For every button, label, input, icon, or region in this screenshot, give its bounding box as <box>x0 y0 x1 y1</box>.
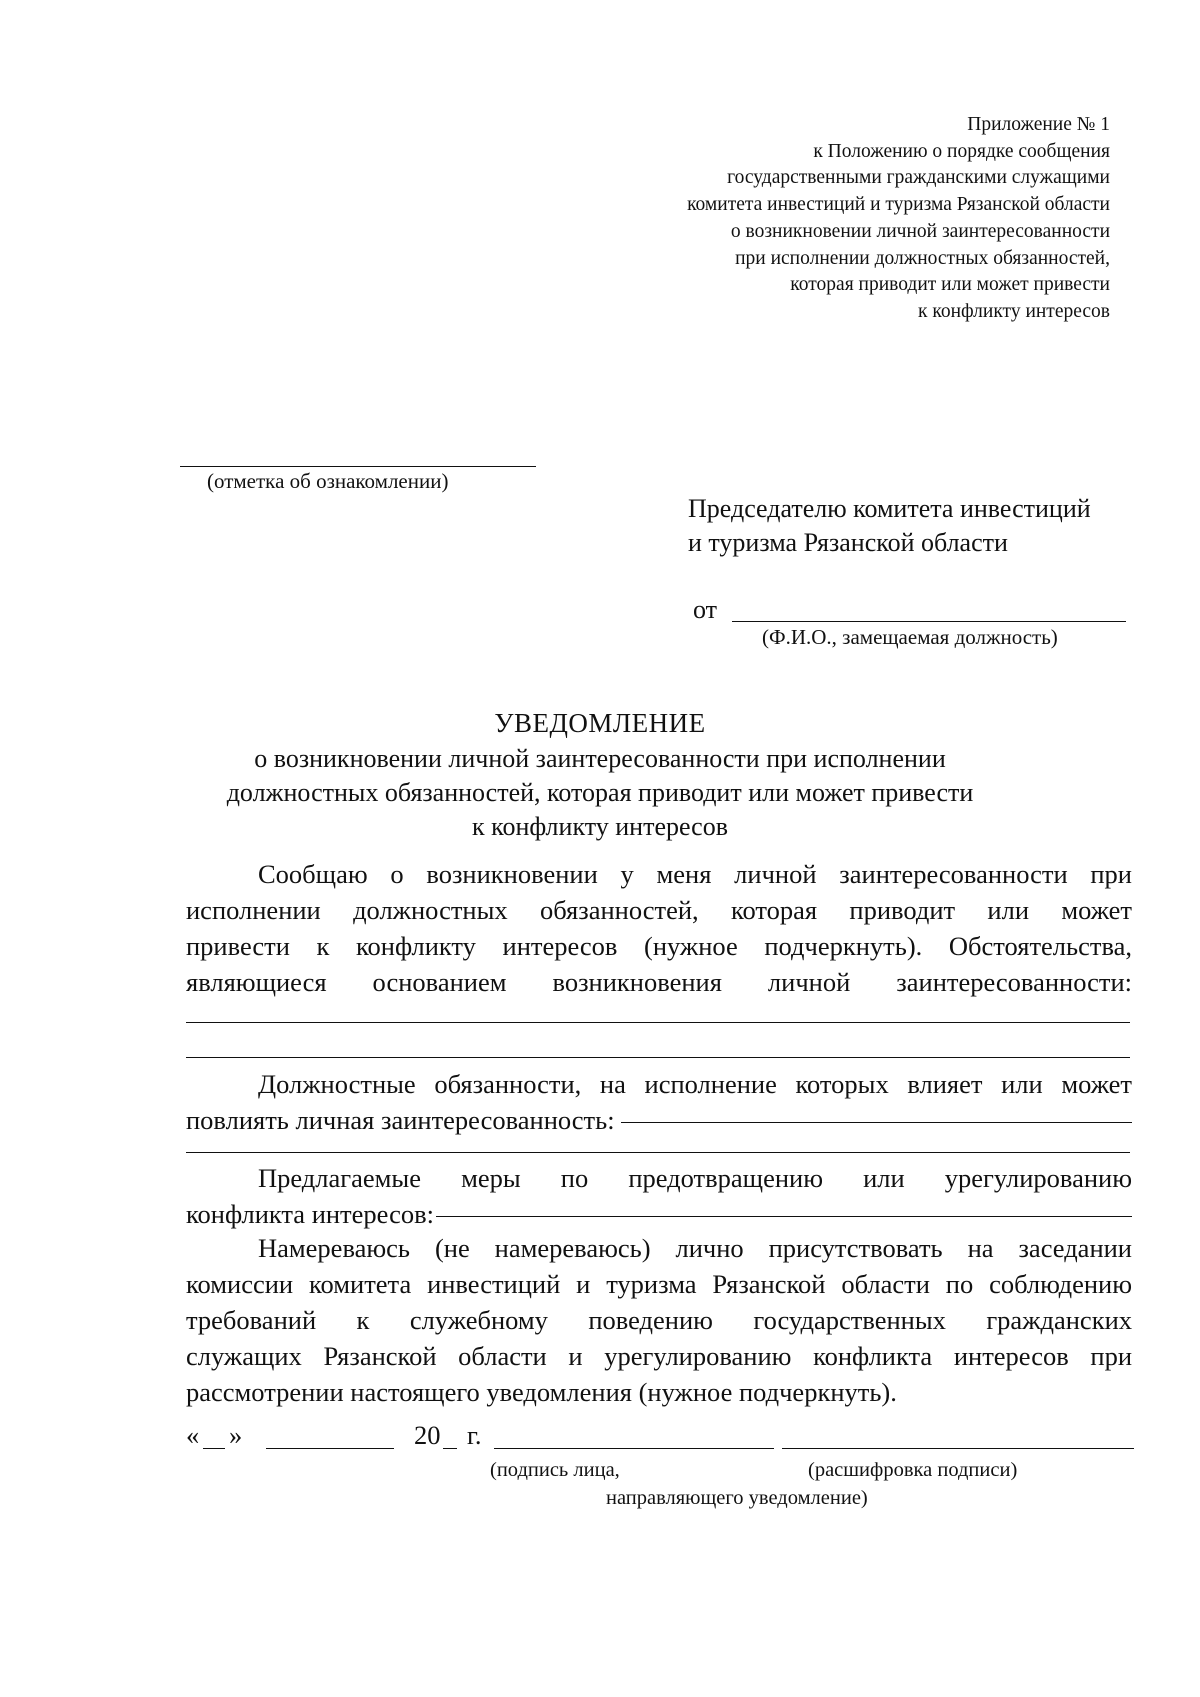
paragraph-line: являющиеся основанием возникновения личной заинтересованности: <box>186 967 1132 997</box>
paragraph-line: требований к служебному поведению государственных гражданских <box>186 1305 1132 1335</box>
subtitle-line: к конфликту интересов <box>472 812 728 841</box>
acknowledgment-caption: (отметка об ознакомлении) <box>207 469 449 493</box>
paragraph-line: исполнении должностных обязанностей, которая приводит или может <box>186 895 1132 925</box>
appendix-line: которая приводит или может привести <box>790 274 1110 296</box>
paragraph-line: конфликта интересов: <box>186 1199 434 1229</box>
addressee-line: Председателю комитета инвестиций <box>688 494 1091 523</box>
year-blank-line[interactable] <box>443 1448 457 1449</box>
subtitle-line: о возникновении личной заинтересованности при исполнении <box>254 744 946 773</box>
paragraph-line: Намереваюсь (не намереваюсь) лично присутствовать на заседании <box>258 1233 1132 1263</box>
measures-blank-line[interactable] <box>436 1216 1132 1217</box>
year-suffix: г. <box>467 1420 482 1450</box>
subtitle-line: должностных обязанностей, которая приводит или может привести <box>226 778 974 807</box>
appendix-line: к Положению о порядке сообщения <box>813 140 1110 162</box>
appendix-line: при исполнении должностных обязанностей, <box>735 247 1110 269</box>
paragraph-line: комиссии комитета инвестиций и туризма Рязанской области по соблюдению <box>186 1269 1132 1299</box>
signature-blank-line[interactable] <box>494 1448 774 1449</box>
appendix-line: государственными гражданскими служащими <box>727 167 1110 189</box>
paragraph-line: Предлагаемые меры по предотвращению или урегулированию <box>258 1163 1132 1193</box>
notice-subtitle <box>0 742 1200 844</box>
date-close-quote: » <box>229 1420 243 1450</box>
appendix-line: о возникновении личной заинтересованности <box>730 220 1110 242</box>
circumstances-blank-line-1[interactable] <box>186 1022 1130 1023</box>
circumstances-blank-line-2[interactable] <box>186 1057 1130 1058</box>
from-label: от <box>693 595 718 624</box>
paragraph-line: Должностные обязанности, на исполнение которых влияет или может <box>258 1069 1132 1099</box>
signature-decoding-blank-line[interactable] <box>782 1448 1134 1449</box>
sender-name-caption: (Ф.И.О., замещаемая должность) <box>762 625 1058 649</box>
duties-paragraph <box>186 1066 1132 1138</box>
paragraph-line: привести к конфликту интересов (нужное подчеркнуть). Обстоятельства, <box>186 931 1132 961</box>
appendix-line: комитета инвестиций и туризма Рязанской области <box>687 194 1110 216</box>
month-blank-line[interactable] <box>266 1448 394 1449</box>
signature-decoding-caption: (расшифровка подписи) <box>808 1459 1018 1481</box>
acknowledgment-blank-line[interactable] <box>180 466 536 467</box>
duties-blank-line[interactable] <box>621 1122 1132 1123</box>
date-open-quote: « <box>186 1420 200 1450</box>
appendix-line: Приложение № 1 <box>967 114 1110 135</box>
day-blank-line[interactable] <box>203 1448 225 1449</box>
signature-caption: (подпись лица, <box>490 1459 620 1481</box>
appendix-line: к конфликту интересов <box>918 300 1110 322</box>
paragraph-line: рассмотрении настоящего уведомления (нужное подчеркнуть). <box>186 1377 897 1407</box>
duties-blank-line-2[interactable] <box>186 1152 1130 1153</box>
appendix-header <box>550 112 1110 326</box>
paragraph-line: служащих Рязанской области и урегулированию конфликта интересов при <box>186 1341 1132 1371</box>
duties-field-row <box>186 1102 1132 1138</box>
circumstances-paragraph <box>186 856 1132 1000</box>
paragraph-line: Сообщаю о возникновении у меня личной заинтересованности при <box>258 859 1132 889</box>
paragraph-line: повлиять личная заинтересованность: <box>186 1105 615 1135</box>
attendance-paragraph <box>186 1230 1132 1410</box>
notice-title: УВЕДОМЛЕНИЕ <box>494 708 706 738</box>
sender-name-blank-line[interactable] <box>732 621 1126 622</box>
measures-field-row <box>186 1196 1132 1232</box>
sender-caption: направляющего уведомление) <box>606 1487 868 1509</box>
addressee-line: и туризма Рязанской области <box>688 528 1008 557</box>
year-prefix: 20 <box>414 1420 441 1450</box>
addressee-block <box>688 492 1091 560</box>
measures-paragraph <box>186 1160 1132 1232</box>
